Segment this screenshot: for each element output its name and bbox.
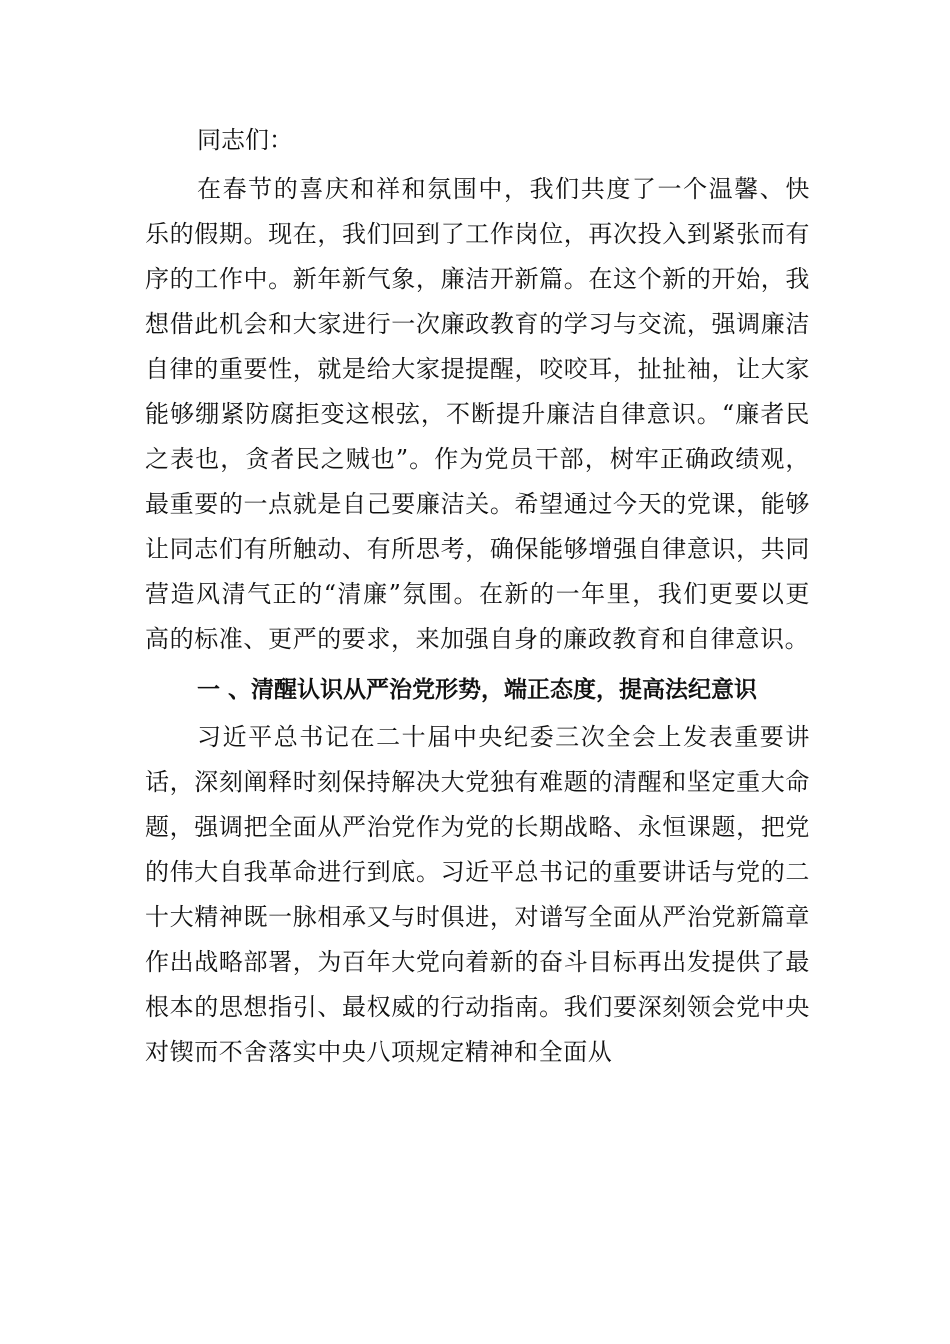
section-heading-1: 一 、清醒认识从严治党形势，端正态度，提高法纪意识 (197, 677, 758, 703)
salutation: 同志们： (197, 126, 293, 154)
document-body (145, 118, 810, 1075)
paragraph-intro: 在春节的喜庆和祥和氛围中，我们共度了一个温馨、快乐的假期。现在，我们回到了工作岗位，再次投入到紧张而有序的工作中。新年新气象，廉洁开新篇。在这个新的开始，我想借此机会和大家进行一次廉政教育的学习与交流，强调廉洁自律的重要性，就是给大家提提醒，咬咬耳，扯扯袖，让大家能够绷紧防腐拒变这根弦，不断提升廉洁自律意识。“廉者民之表也，贪者民之贼也”。作为党员干部，树牢正确政绩观，最重要的一点就是自己要廉洁关。希望通过今天的党课，能够让同志们有所触动、有所思考，确保能够增强自律意识，共同营造风清气正的“清廉”氛围。在新的一年里，我们更要以更高的标准、更严的要求，来加强自身的廉政教育和自律意识。 (145, 175, 810, 653)
paragraph-section-1: 习近平总书记在二十届中央纪委三次全会上发表重要讲话，深刻阐释时刻保持解决大党独有难题的清醒和坚定重大命题，强调把全面从严治党作为党的长期战略、永恒课题，把党的伟大自我革命进行到底。习近平总书记的重要讲话与党的二十大精神既一脉相承又与时俱进，对谱写全面从严治党新篇章作出战略部署，为百年大党向着新的奋斗目标再出发提供了最根本的思想指引、最权威的行动指南。我们要深刻领会党中央对锲而不舍落实中央八项规定精神和全面从 (145, 723, 810, 1066)
